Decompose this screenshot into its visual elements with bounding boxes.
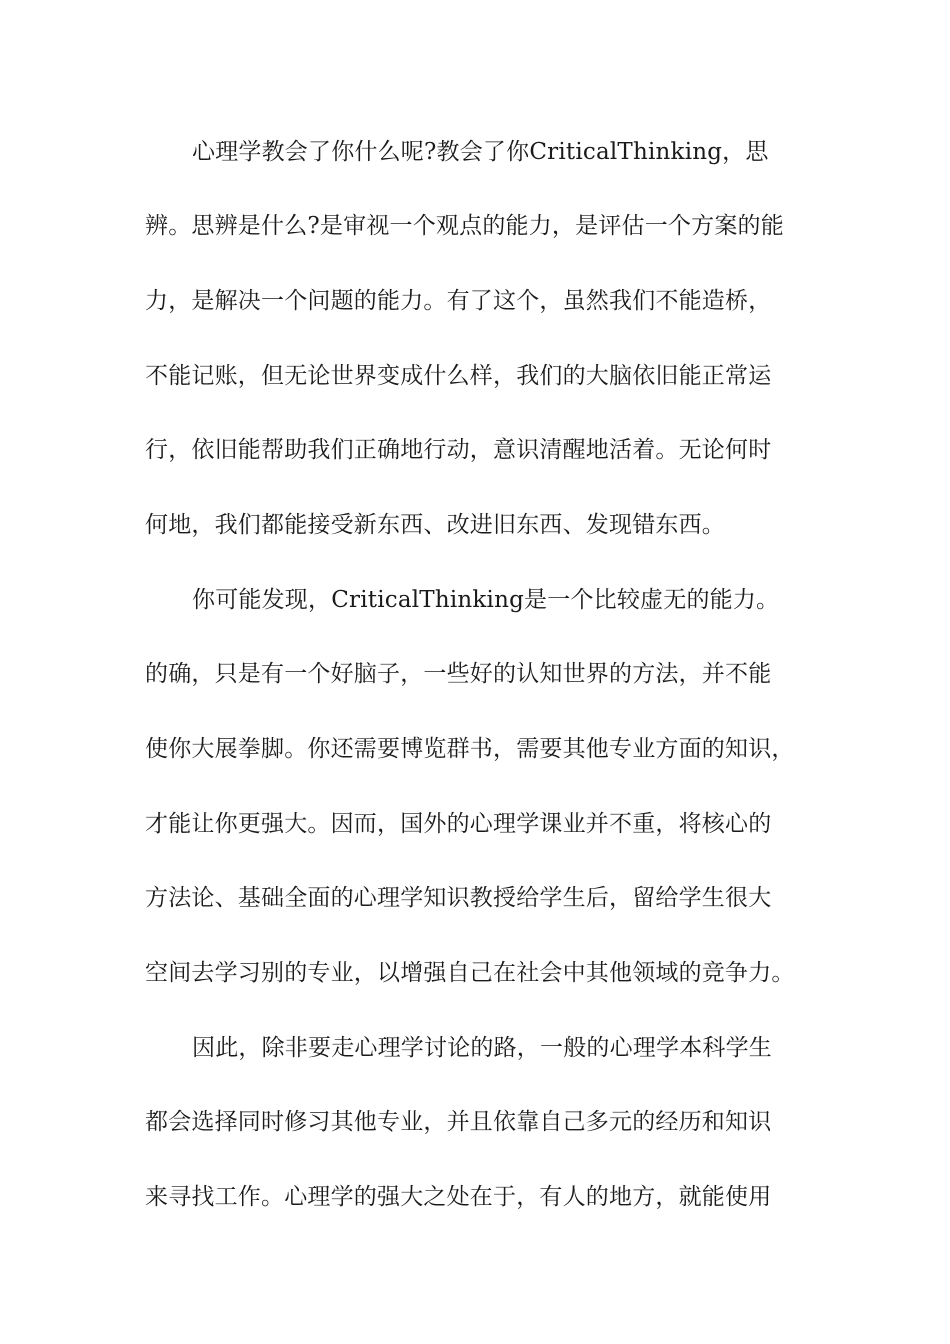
paragraph-3-line-3: 来寻找工作。心理学的强大之处在于，有人的地方，就能使用	[145, 1184, 772, 1210]
paragraph-2-line-3: 使你大展拳脚。你还需要博览群书，需要其他专业方面的知识，	[145, 736, 795, 762]
paragraph-2-line-4: 才能让你更强大。因而，国外的心理学课业并不重，将核心的	[145, 811, 772, 837]
paragraph-2-line-2: 的确，只是有一个好脑子，一些好的认知世界的方法，并不能	[145, 661, 772, 687]
paragraph-3-line-1: 因此，除非要走心理学讨论的路，一般的心理学本科学生	[192, 1035, 772, 1061]
paragraph-1-line-2: 辨。思辨是什么?是审视一个观点的能力，是评估一个方案的能	[145, 213, 784, 239]
paragraph-1-line-3: 力，是解决一个问题的能力。有了这个，虽然我们不能造桥，	[145, 288, 772, 314]
paragraph-1-line-5: 行，依旧能帮助我们正确地行动，意识清醒地活着。无论何时	[145, 437, 772, 463]
paragraph-2-line-5: 方法论、基础全面的心理学知识教授给学生后，留给学生很大	[145, 885, 772, 911]
paragraph-2-line-6: 空间去学习别的专业，以增强自己在社会中其他领域的竞争力。	[145, 960, 795, 986]
paragraph-2-line-1: 你可能发现，CriticalThinking是一个比较虚无的能力。	[192, 587, 780, 613]
paragraph-1-line-6: 何地，我们都能接受新东西、改进旧东西、发现错东西。	[145, 512, 725, 538]
paragraph-1-line-4: 不能记账，但无论世界变成什么样，我们的大脑依旧能正常运	[145, 363, 772, 389]
paragraph-1-line-1: 心理学教会了你什么呢?教会了你CriticalThinking，思	[192, 139, 769, 165]
paragraph-3-line-2: 都会选择同时修习其他专业，并且依靠自己多元的经历和知识	[145, 1109, 772, 1135]
